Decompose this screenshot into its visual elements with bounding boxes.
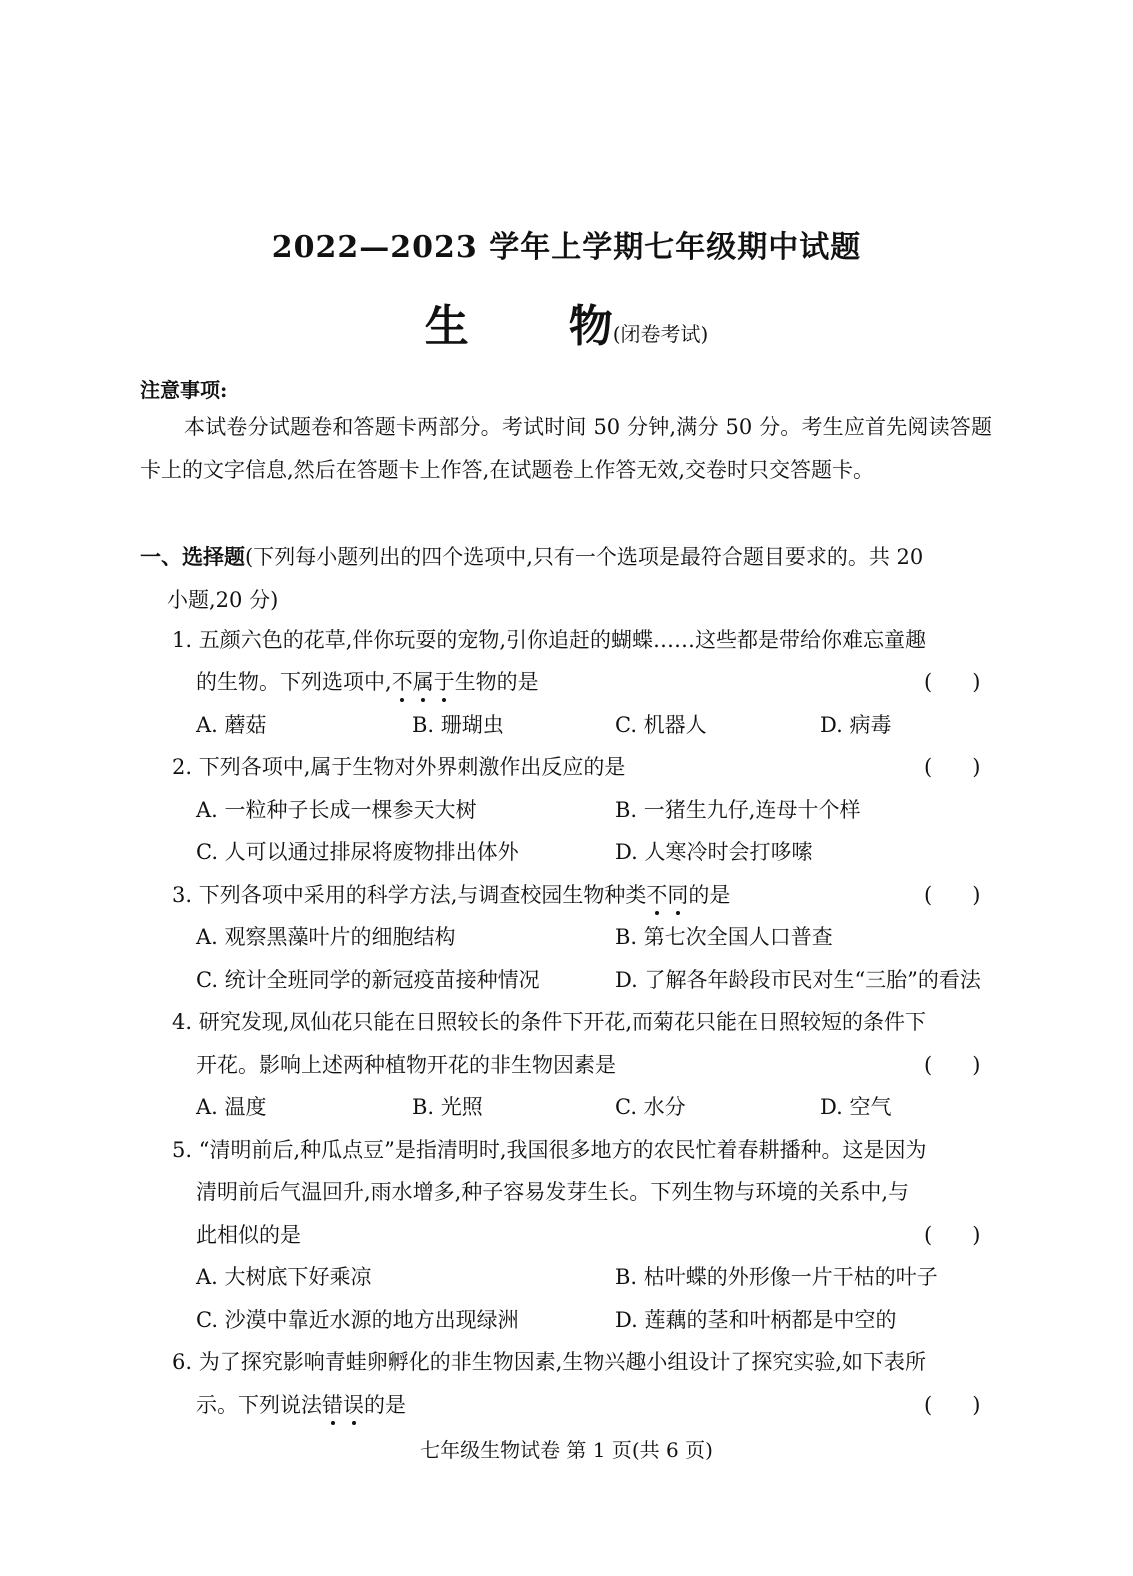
page-footer: 七年级生物试卷 第 1 页(共 6 页) — [420, 1438, 713, 1462]
q2-answer-bracket: ( ) — [924, 755, 981, 779]
subject-char-2: 物 — [568, 301, 613, 352]
q1-option-c: C. 机器人 — [615, 713, 707, 737]
subject-heading — [0, 290, 1133, 354]
exam-title: 2022—2023 学年上学期七年级期中试题 — [271, 230, 862, 265]
q1-line1: 1. 五颜六色的花草,伴你玩耍的宠物,引你追赶的蝴蝶……这些都是带给你难忘童趣 — [172, 628, 927, 652]
q6-answer-bracket: ( ) — [924, 1393, 981, 1417]
q4-option-b: B. 光照 — [412, 1095, 483, 1119]
q4-answer-bracket: ( ) — [924, 1053, 981, 1077]
section-heading — [140, 535, 992, 622]
q6-line1: 6. 为了探究影响青蛙卵孵化的非生物因素,生物兴趣小组设计了探究实验,如下表所 — [172, 1350, 927, 1374]
q1-option-b: B. 珊瑚虫 — [412, 713, 504, 737]
section-title: 一、选择题 — [140, 544, 245, 569]
q3-answer-bracket: ( ) — [924, 883, 981, 907]
q2-option-a: A. 一粒种子长成一棵参天大树 — [196, 798, 477, 822]
q2-option-b: B. 一猪生九仔,连母十个样 — [615, 798, 861, 822]
notice-text: 本试卷分试题卷和答题卡两部分。考试时间 50 分钟,满分 50 分。考生应首先阅读答题卡上的文字信息,然后在答题卡上作答,在试题卷上作答无效,交卷时只交答题卡。 — [140, 415, 992, 482]
section-description-cont: 小题,20 分) — [167, 588, 279, 612]
q5-stem: 此相似的是 — [196, 1223, 301, 1247]
subject-note: (闭卷考试) — [612, 322, 709, 346]
q5-option-b: B. 枯叶蝶的外形像一片干枯的叶子 — [615, 1265, 938, 1289]
q4-option-c: C. 水分 — [615, 1095, 686, 1119]
q1-answer-bracket: ( ) — [924, 670, 981, 694]
q5-answer-bracket: ( ) — [924, 1223, 981, 1247]
q4-line1: 4. 研究发现,凤仙花只能在日照较长的条件下开花,而菊花只能在日照较短的条件下 — [172, 1010, 927, 1034]
q5-option-a: A. 大树底下好乘凉 — [196, 1265, 372, 1289]
q3-option-c: C. 统计全班同学的新冠疫苗接种情况 — [196, 968, 540, 992]
q1-option-d: D. 病毒 — [820, 713, 892, 737]
subject-char-1: 生 — [424, 301, 469, 352]
q5-line1: 5. “清明前后,种瓜点豆”是指清明时,我国很多地方的农民忙着春耕播种。这是因为 — [172, 1138, 927, 1162]
q2-stem: 2. 下列各项中,属于生物对外界刺激作出反应的是 — [172, 755, 626, 779]
q2-option-c: C. 人可以通过排尿将废物排出体外 — [196, 840, 519, 864]
q5-option-d: D. 莲藕的茎和叶柄都是中空的 — [615, 1308, 897, 1332]
q1-stem: 的生物。下列选项中,不属于生物的是 — [196, 670, 539, 694]
q5-line2: 清明前后气温回升,雨水增多,种子容易发芽生长。下列生物与环境的关系中,与 — [196, 1180, 910, 1204]
q4-stem: 开花。影响上述两种植物开花的非生物因素是 — [196, 1053, 616, 1077]
q5-option-c: C. 沙漠中靠近水源的地方出现绿洲 — [196, 1308, 519, 1332]
q3-stem: 3. 下列各项中采用的科学方法,与调查校园生物种类不同的是 — [172, 883, 731, 907]
section-description: (下列每小题列出的四个选项中,只有一个选项是最符合题目要求的。共 20 — [245, 545, 924, 569]
q3-option-d: D. 了解各年龄段市民对生“三胎”的看法 — [615, 968, 981, 992]
q1-option-a: A. 蘑菇 — [196, 713, 267, 737]
q6-stem: 示。下列说法错误的是 — [196, 1393, 406, 1417]
q4-option-d: D. 空气 — [820, 1095, 892, 1119]
notice-label: 注意事项: — [140, 378, 228, 402]
q3-option-a: A. 观察黑藻叶片的细胞结构 — [196, 925, 456, 949]
q3-option-b: B. 第七次全国人口普查 — [615, 925, 833, 949]
q4-option-a: A. 温度 — [196, 1095, 267, 1119]
q2-option-d: D. 人寒冷时会打哆嗦 — [615, 840, 813, 864]
